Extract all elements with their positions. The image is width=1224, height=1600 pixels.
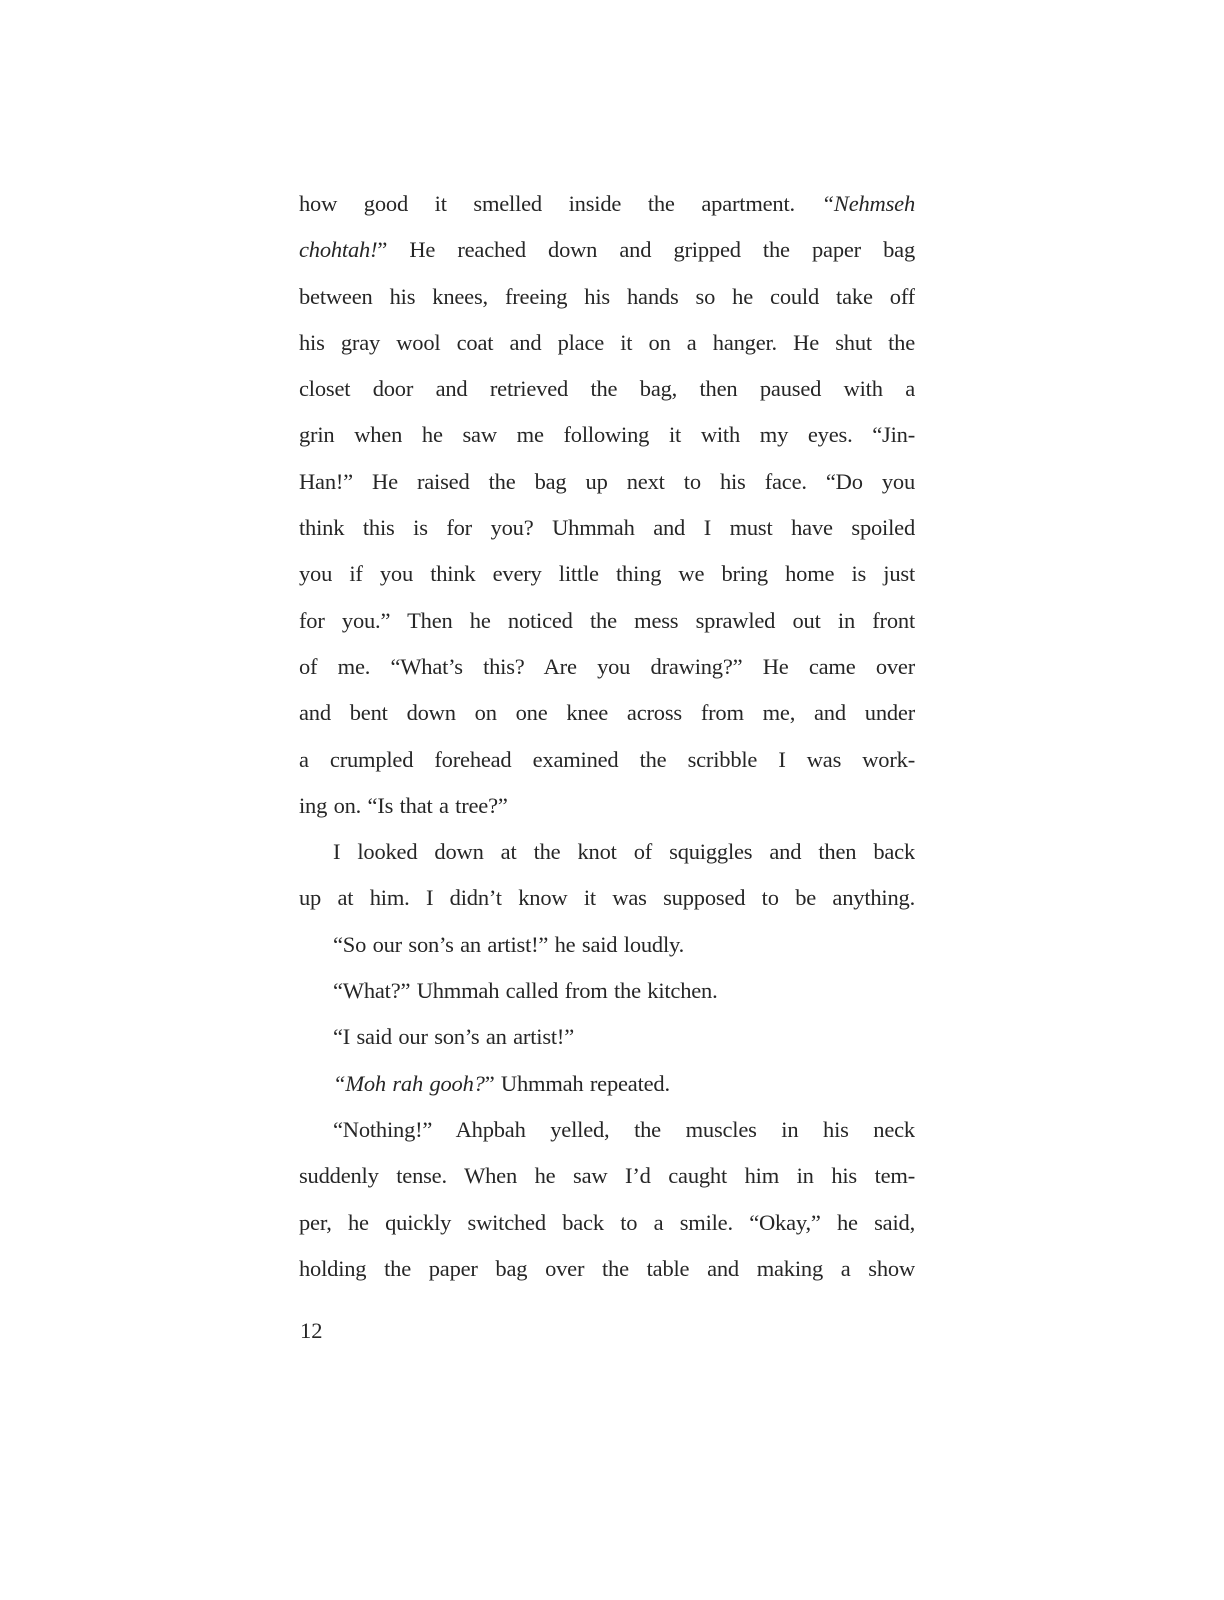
text-line bbox=[299, 922, 915, 968]
text-line bbox=[299, 1153, 915, 1199]
text-line bbox=[299, 875, 915, 921]
page-number: 12 bbox=[300, 1318, 323, 1343]
text-segment: ing on. “Is that a tree?” bbox=[299, 792, 508, 818]
text-segment: “Nothing!” Ahpbah yelled, the muscles in his neck bbox=[333, 1116, 915, 1142]
text-line bbox=[299, 1200, 915, 1246]
text-line bbox=[299, 1246, 915, 1292]
text-line bbox=[299, 1061, 915, 1107]
text-segment: ” Uhmmah repeated. bbox=[484, 1070, 670, 1096]
text-segment: “What?” Uhmmah called from the kitchen. bbox=[333, 978, 718, 1004]
text-line bbox=[299, 783, 915, 829]
text-segment: “I said our son’s an artist!” bbox=[333, 1024, 575, 1050]
text-segment: and bent down on one knee across from me, and under bbox=[299, 700, 915, 726]
text-line bbox=[299, 968, 915, 1014]
body-text bbox=[299, 181, 915, 1292]
text-line bbox=[299, 505, 915, 551]
text-segment: of me. “What’s this? Are you drawing?” He came over bbox=[299, 653, 915, 679]
text-segment: holding the paper bag over the table and making a show bbox=[299, 1255, 915, 1281]
text-segment: “So our son’s an artist!” he said loudly. bbox=[333, 931, 685, 957]
text-segment: per, he quickly switched back to a smile. “Okay,” he said, bbox=[299, 1209, 915, 1235]
text-segment: suddenly tense. When he saw I’d caught him in his tem- bbox=[299, 1163, 915, 1189]
text-segment: you if you think every little thing we bring home is just bbox=[299, 561, 915, 587]
text-line bbox=[299, 227, 915, 273]
text-segment: for you.” Then he noticed the mess sprawled out in front bbox=[299, 607, 915, 633]
italic-text-segment: chohtah! bbox=[299, 237, 378, 263]
text-line bbox=[299, 737, 915, 783]
text-segment: think this is for you? Uhmmah and I must have spoiled bbox=[299, 515, 915, 541]
italic-text-segment: “Moh rah gooh? bbox=[333, 1070, 485, 1096]
text-line bbox=[299, 412, 915, 458]
text-segment: up at him. I didn’t know it was supposed to be anything. bbox=[299, 885, 915, 911]
text-segment: how good it smelled inside the apartment. bbox=[299, 191, 822, 216]
text-line bbox=[299, 366, 915, 412]
text-line bbox=[299, 829, 915, 875]
text-segment: his gray wool coat and place it on a hanger. He shut the bbox=[299, 329, 915, 355]
text-line bbox=[299, 644, 915, 690]
text-line bbox=[299, 1014, 915, 1060]
text-segment: Han!” He raised the bag up next to his face. “Do you bbox=[299, 468, 915, 494]
text-line bbox=[299, 459, 915, 505]
text-segment: closet door and retrieved the bag, then paused with a bbox=[299, 376, 915, 402]
text-line bbox=[299, 598, 915, 644]
text-segment: between his knees, freeing his hands so he could take off bbox=[299, 283, 915, 309]
italic-text-segment: “Nehmseh bbox=[821, 191, 915, 216]
text-line bbox=[299, 690, 915, 736]
text-segment: I looked down at the knot of squiggles and then back bbox=[333, 839, 915, 865]
text-line bbox=[299, 181, 915, 227]
text-segment: a crumpled forehead examined the scribble I was work- bbox=[299, 746, 915, 772]
text-segment: grin when he saw me following it with my eyes. “Jin- bbox=[299, 422, 915, 448]
text-line bbox=[299, 274, 915, 320]
text-line bbox=[299, 1107, 915, 1153]
text-segment: ” He reached down and gripped the paper bag bbox=[377, 237, 915, 263]
text-line bbox=[299, 551, 915, 597]
text-line bbox=[299, 320, 915, 366]
